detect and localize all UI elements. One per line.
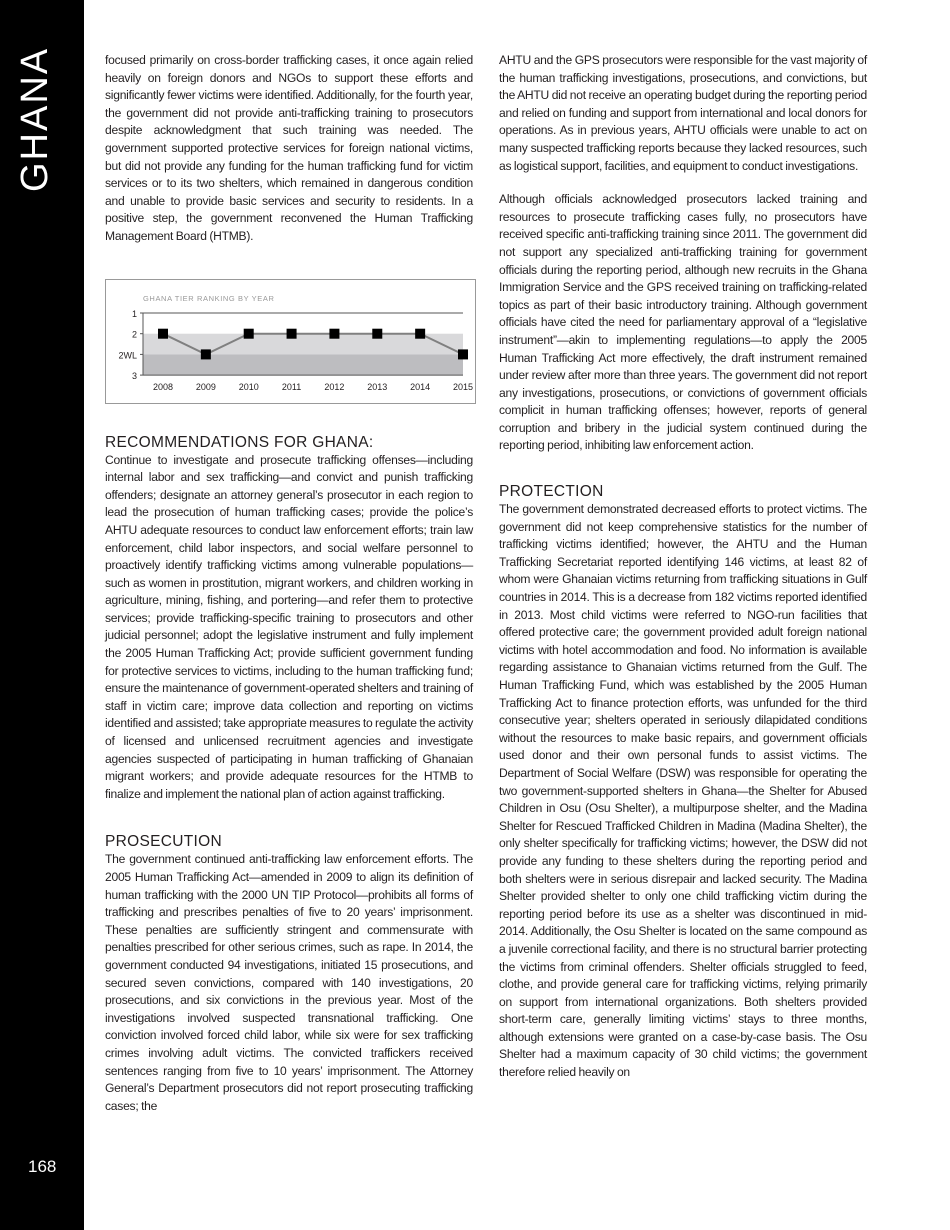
x-tick-label: 2008 <box>152 381 174 392</box>
sidebar <box>0 0 84 1230</box>
data-point-2013 <box>372 328 382 338</box>
protection-heading: PROTECTION <box>499 483 604 501</box>
y-tick-label: 2WL <box>118 349 137 360</box>
page-number: 168 <box>28 1157 57 1176</box>
prosecution-heading: PROSECUTION <box>105 833 222 851</box>
x-tick-label: 2014 <box>410 381 431 392</box>
y-tick-label: 2 <box>131 329 137 340</box>
protection-paragraph: The government demonstrated decreased efforts to protect victims. The government did not keep comprehensive statistics for the number of trafficking victims identified; however, the AHTU and the Human Trafficking Secretariat reported identifying 146 victims, at least 82 of whom were Ghanaian victims returning from trafficking situations in Gulf countries in 2014. This is a decrease from 182 victims reported identified in 2013. Most child victims were referred to NGO-run facilities that offered protective care; the government provided adult foreign national victims with hotel accommodation and food. No information is available regarding assistance to Ghanaian victims returned from the Gulf. The Human Trafficking Fund, which was established by the 2005 Human Trafficking Act to finance protection efforts, was unfunded for the third consecutive year; shelters operated in seriously dilapidated conditions without the resources to make basic repairs, and government officials used donor and their own personal funds to assist victims. The Department of Social Welfare (DSW) was responsible for operating the two government-supported shelters in Ghana—the Shelter for Abused Children in Osu (Osu Shelter), a multipurpose shelter, and the Madina Shelter for Rescued Trafficked Children in Madina (Madina Shelter), the only shelter specifically for trafficking victims; however, the DSW did not provide any funding to these shelters during the reporting period and both shelters were in serious disrepair and lacked security. The Madina Shelter provided shelter to only one child trafficking victim during the reporting period before its use as a shelter was discontinued in mid-2014. Additionally, the Osu Shelter is located on the same compound as a juvenile correctional facility, and there is no structural barrier protecting the victims from criminal offenders. Shelter officials struggled to feed, clothe, and provide general care for trafficking victims, relying primarily on support from international organizations. Both shelters provided short-term care, generally limiting victims’ stays to three months, although extensions were granted on a case-by-case basis. The Osu Shelter had a maximum capacity of 30 child victims; the government therefore relied heavily on <box>499 502 867 1080</box>
tier-ranking-chart <box>105 279 476 404</box>
chart-title: GHANA TIER RANKING BY YEAR <box>143 293 275 303</box>
band-tier-2wl <box>143 354 463 375</box>
prosecution-paragraph: The government continued anti-trafficking law enforcement efforts. The 2005 Human Trafficking Act—amended in 2009 to align its definition of human trafficking with the 2000 UN TIP Protocol—prohibits all forms of trafficking and prescribes penalties of five to 20 years’ imprisonment. These penalties are sufficiently stringent and commensurate with penalties prescribed for other serious crimes, such as rape. In 2014, the government conducted 94 investigations, initiated 15 prosecutions, and secured seven convictions, compared with 140 investigations, 20 prosecutions, and six convictions in the previous year. Most of the investigations involved suspected transnational trafficking. One conviction involved forced child labor, while six were for sex trafficking crimes involving adult victims. The convicted traffickers received sentences ranging from five to 10 years’ imprisonment. The Attorney General’s Department prosecutors did not report prosecuting trafficking cases; the <box>105 852 473 1113</box>
right-column <box>499 52 867 1082</box>
x-tick-label: 2012 <box>324 381 345 392</box>
data-point-2015 <box>458 349 468 359</box>
x-tick-label: 2015 <box>452 381 474 392</box>
x-tick-label: 2009 <box>195 381 216 392</box>
aht-paragraph: AHTU and the GPS prosecutors were responsible for the vast majority of the human trafficking investigations, prosecutions, and convictions, but the AHTU did not receive an operating budget during the reporting period and relied on funding and support from international and local donors for operations. As in previous years, AHTU officials were unable to act on many suspected trafficking reports because they lacked resources, such as logistical support, facilities, and equipment to conduct investigations. <box>499 53 867 173</box>
country-label: GHANA <box>14 46 56 192</box>
intro-paragraph: focused primarily on cross-border trafficking cases, it once again relied heavily on foreign donors and NGOs to support these efforts and significantly fewer victims were identified. Additionally, for the fourth year, the government did not provide anti-trafficking training to prosecutors despite acknowledgment that such training was needed. The government supported protective services for foreign national victims, but did not provide any funding for the human trafficking fund for victim services or to its two shelters, which remained in dangerous condition and unable to provide basic services and security to residents. In a positive step, the government reconvened the Human Trafficking Management Board (HTMB). <box>105 53 473 243</box>
recommendations-paragraph: Continue to investigate and prosecute trafficking offenses—including internal labor and sex trafficking—and convict and punish trafficking offenders; designate an attorney general’s prosecutor in each region to lead the prosecution of human trafficking cases; provide the police’s AHTU adequate resources to conduct law enforcement efforts; train law enforcement, child labor inspectors, and social welfare personnel to proactively identify trafficking victims among vulnerable populations—such as women in prostitution, migrant workers, and children working in agriculture, mining, fishing, and portering—and refer them to protective services; provide trafficking-specific training to prosecutors and other judicial personnel; adopt the legislative instrument and fully implement the 2005 Human Trafficking Act; provide sufficient government funding for protective services to victims, including to the human trafficking fund; ensure the maintenance of government-operated shelters and training of staff in victim care; improve data collection and reporting on victims identified and assisted; take appropriate measures to regulate the activity of licensed and unlicensed recruitment agencies and investigate agencies suspected of participating in human trafficking of Ghanaian migrant workers; and provide adequate resources for the HTMB to finalize and implement the national plan of action against trafficking. <box>105 452 474 801</box>
x-tick-label: 2013 <box>367 381 388 392</box>
data-point-2008 <box>158 328 168 338</box>
data-point-2009 <box>201 349 211 359</box>
chart-svg <box>106 280 475 403</box>
data-point-2011 <box>287 328 297 338</box>
data-point-2010 <box>244 328 254 338</box>
x-tick-label: 2010 <box>238 381 259 392</box>
left-column <box>105 52 473 1115</box>
y-tick-label: 3 <box>131 370 137 381</box>
band-tier-2 <box>143 333 463 354</box>
recommendations-heading: RECOMMENDATIONS FOR GHANA: <box>105 433 374 451</box>
x-tick-label: 2011 <box>281 381 302 392</box>
training-paragraph: Although officials acknowledged prosecutors lacked training and resources to prosecute trafficking cases fully, no prosecutors have received specific anti-trafficking training since 2011. The government did not support any specialized anti-trafficking training for government officials during the reporting period, although new recruits in the Ghana Immigration Service and the GPS received training on trafficking-related topics as part of their basic introductory training. Although government officials have cited the need for parliamentary approval of a “legislative instrument”—akin to implementing regulations—to apply the 2005 Human Trafficking Act more effectively, the draft instrument remained under review after more than three years. The government did not report any investigations, prosecutions, or convictions of government officials complicit in human trafficking offenses; however, reports of general corruption and bribery in the judicial system continued during the reporting period, inhibiting law enforcement action. <box>499 192 867 453</box>
data-point-2012 <box>329 328 339 338</box>
data-point-2014 <box>415 328 425 338</box>
y-tick-label: 1 <box>131 308 137 319</box>
